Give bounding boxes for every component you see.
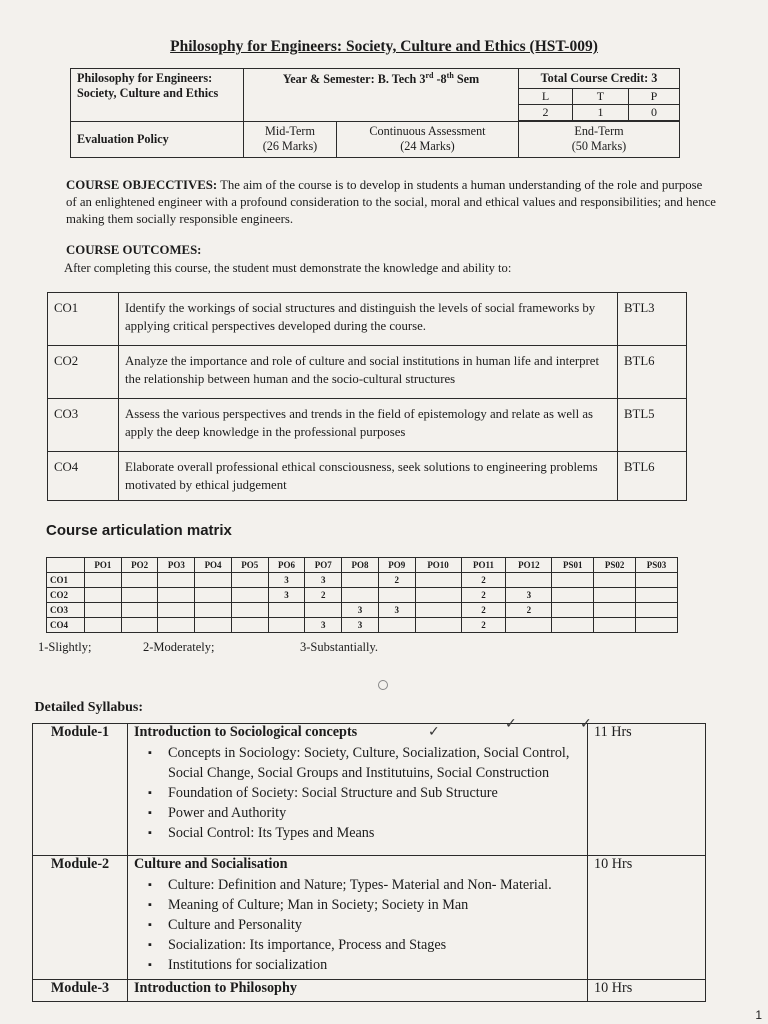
matrix-column-header: PO7 bbox=[305, 558, 342, 573]
ltp-label: P bbox=[628, 89, 679, 105]
matrix-cell bbox=[231, 573, 268, 588]
matrix-column-header: PS03 bbox=[636, 558, 678, 573]
continuous-assessment-cell bbox=[337, 122, 519, 158]
mid-term-label: Mid-Term bbox=[265, 124, 315, 138]
matrix-cell bbox=[636, 603, 678, 618]
legend-slightly: 1-Slightly; bbox=[38, 640, 92, 654]
ltp-value: 1 bbox=[573, 105, 629, 121]
matrix-row bbox=[47, 618, 678, 633]
legend-substantially: 3-Substantially. bbox=[300, 640, 379, 654]
matrix-row bbox=[47, 603, 678, 618]
matrix-column-header: PS01 bbox=[552, 558, 594, 573]
course-name-cell: Philosophy for Engineers: Society, Culture and Ethics bbox=[71, 69, 244, 122]
page-title: Philosophy for Engineers: Society, Culture and Ethics (HST-009) bbox=[170, 38, 598, 55]
matrix-column-header: PO2 bbox=[121, 558, 158, 573]
course-outcomes-table bbox=[47, 292, 687, 501]
module-name: Module-1 bbox=[33, 723, 128, 855]
course-info-table bbox=[70, 68, 680, 158]
end-term-marks: (50 Marks) bbox=[571, 139, 627, 153]
module-hours: 10 Hrs bbox=[588, 979, 706, 1001]
matrix-cell bbox=[85, 603, 122, 618]
matrix-row-label: CO3 bbox=[47, 603, 85, 618]
module-topics bbox=[134, 743, 581, 843]
matrix-column-header: PO1 bbox=[85, 558, 122, 573]
syllabus-heading-row bbox=[33, 700, 706, 723]
matrix-column-header: PO8 bbox=[342, 558, 379, 573]
matrix-title: Course articulation matrix bbox=[46, 522, 232, 539]
legend-moderately: 2-Moderately; bbox=[143, 640, 215, 654]
co-text: Assess the various perspectives and trends in the field of epistemology and relate as well as apply the deep knowledge in the professional purposes bbox=[119, 399, 618, 452]
continuous-assessment-label: Continuous Assessment bbox=[369, 124, 486, 138]
continuous-assessment-marks: (24 Marks) bbox=[400, 139, 455, 153]
matrix-cell bbox=[594, 618, 636, 633]
matrix-column-header: PO3 bbox=[158, 558, 195, 573]
module-title: Culture and Socialisation bbox=[134, 855, 288, 872]
co-btl: BTL5 bbox=[618, 399, 687, 452]
year-semester-cell: Year & Semester: B. Tech 3rd -8th Sem bbox=[244, 69, 519, 122]
table-row bbox=[48, 399, 687, 452]
matrix-cell bbox=[342, 573, 379, 588]
co-btl: BTL3 bbox=[618, 293, 687, 346]
matrix-cell bbox=[268, 603, 305, 618]
matrix-cell bbox=[552, 588, 594, 603]
matrix-column-header: PO9 bbox=[378, 558, 415, 573]
matrix-cell bbox=[636, 588, 678, 603]
table-row bbox=[33, 855, 706, 979]
matrix-cell: 3 bbox=[342, 603, 379, 618]
co-id: CO1 bbox=[48, 293, 119, 346]
matrix-cell bbox=[195, 588, 232, 603]
matrix-column-header: PS02 bbox=[594, 558, 636, 573]
matrix-row bbox=[47, 573, 678, 588]
matrix-cell: 2 bbox=[461, 618, 506, 633]
matrix-cell: 2 bbox=[506, 603, 552, 618]
matrix-cell: 3 bbox=[305, 573, 342, 588]
list-item: ▪ Culture and Personality bbox=[168, 915, 581, 935]
matrix-column-header: PO4 bbox=[195, 558, 232, 573]
outcomes-heading: COURSE OUTCOMES: bbox=[66, 243, 202, 257]
matrix-cell bbox=[378, 618, 415, 633]
matrix-cell bbox=[415, 588, 461, 603]
matrix-cell bbox=[636, 618, 678, 633]
matrix-cell bbox=[231, 588, 268, 603]
module-content bbox=[128, 723, 588, 855]
module-title: Introduction to Philosophy bbox=[128, 979, 588, 1001]
matrix-cell bbox=[552, 573, 594, 588]
ltp-label: L bbox=[519, 89, 573, 105]
module-hours: 10 Hrs bbox=[588, 855, 706, 979]
circle-mark bbox=[378, 680, 388, 690]
matrix-cell bbox=[415, 573, 461, 588]
matrix-cell: 3 bbox=[305, 618, 342, 633]
matrix-cell: 3 bbox=[268, 588, 305, 603]
module-topics bbox=[134, 875, 581, 975]
matrix-column-header: PO6 bbox=[268, 558, 305, 573]
ltp-table bbox=[519, 88, 679, 121]
matrix-column-header: PO10 bbox=[415, 558, 461, 573]
matrix-cell bbox=[594, 588, 636, 603]
matrix-cell: 2 bbox=[305, 588, 342, 603]
mid-term-marks: (26 Marks) bbox=[262, 139, 318, 153]
matrix-cell bbox=[552, 618, 594, 633]
matrix-cell bbox=[85, 573, 122, 588]
matrix-cell bbox=[195, 618, 232, 633]
matrix-cell bbox=[342, 588, 379, 603]
matrix-cell bbox=[85, 618, 122, 633]
list-item: ▪ Meaning of Culture; Man in Society; Society in Man bbox=[168, 895, 581, 915]
matrix-corner-cell bbox=[47, 558, 85, 573]
matrix-cell bbox=[121, 573, 158, 588]
matrix-cell bbox=[158, 603, 195, 618]
matrix-cell: 3 bbox=[378, 603, 415, 618]
list-item: ▪ Foundation of Society: Social Structure and Sub Structure bbox=[168, 783, 581, 803]
matrix-cell: 2 bbox=[461, 573, 506, 588]
co-id: CO3 bbox=[48, 399, 119, 452]
matrix-cell bbox=[506, 573, 552, 588]
matrix-cell bbox=[231, 603, 268, 618]
check-mark-icon: ✓ bbox=[505, 716, 517, 732]
matrix-cell: 3 bbox=[506, 588, 552, 603]
syllabus-table bbox=[32, 700, 706, 1002]
list-item: ▪ Social Control: Its Types and Means bbox=[168, 823, 581, 843]
matrix-cell bbox=[195, 603, 232, 618]
ltp-label: T bbox=[573, 89, 629, 105]
matrix-column-header: PO12 bbox=[506, 558, 552, 573]
module-title: Introduction to Sociological concepts bbox=[134, 723, 358, 740]
table-row bbox=[48, 293, 687, 346]
matrix-cell bbox=[506, 618, 552, 633]
evaluation-policy-label: Evaluation Policy bbox=[71, 122, 244, 158]
matrix-header-row bbox=[47, 558, 678, 573]
module-name: Module-2 bbox=[33, 855, 128, 979]
co-btl: BTL6 bbox=[618, 452, 687, 501]
matrix-cell bbox=[594, 603, 636, 618]
outcomes-intro: After completing this course, the student must demonstrate the knowledge and ability to: bbox=[64, 261, 512, 275]
matrix-cell bbox=[158, 618, 195, 633]
matrix-cell bbox=[636, 573, 678, 588]
co-text: Elaborate overall professional ethical consciousness, seek solutions to engineering problems motivated by ethical judgement bbox=[119, 452, 618, 501]
check-mark-icon: ✓ bbox=[428, 724, 440, 740]
matrix-cell bbox=[305, 603, 342, 618]
matrix-cell bbox=[415, 603, 461, 618]
matrix-cell: 2 bbox=[378, 573, 415, 588]
matrix-cell bbox=[158, 573, 195, 588]
table-row bbox=[48, 452, 687, 501]
matrix-row-label: CO2 bbox=[47, 588, 85, 603]
mid-term-cell bbox=[244, 122, 337, 158]
check-mark-icon: ✓ bbox=[580, 716, 592, 732]
matrix-cell bbox=[121, 618, 158, 633]
list-item: ▪ Power and Authority bbox=[168, 803, 581, 823]
table-row bbox=[48, 346, 687, 399]
list-item: ▪ Culture: Definition and Nature; Types- Material and Non- Material. bbox=[168, 875, 581, 895]
matrix-column-header: PO5 bbox=[231, 558, 268, 573]
list-item: ▪ Socialization: Its importance, Process and Stages bbox=[168, 935, 581, 955]
objectives-text: The aim of the course is to develop in students a human understanding of the role and purpose of an enlightened engineer with a profound consideration to the social, moral and ethical values and responsibilities; and hence making them socially responsible engineers. bbox=[66, 178, 716, 226]
objectives-label: COURSE OBJECCTIVES: bbox=[66, 178, 218, 192]
matrix-column-header: PO11 bbox=[461, 558, 506, 573]
co-id: CO2 bbox=[48, 346, 119, 399]
co-text: Analyze the importance and role of culture and social institutions in human life and interpret the relationship between human and the socio-cultural structures bbox=[119, 346, 618, 399]
syllabus-heading: Detailed Syllabus: bbox=[34, 700, 144, 715]
matrix-cell bbox=[121, 603, 158, 618]
co-btl: BTL6 bbox=[618, 346, 687, 399]
list-item: ▪ Institutions for socialization bbox=[168, 955, 581, 975]
matrix-cell bbox=[231, 618, 268, 633]
course-objectives bbox=[66, 177, 716, 228]
matrix-cell: 2 bbox=[461, 603, 506, 618]
matrix-cell bbox=[158, 588, 195, 603]
ltp-value: 2 bbox=[519, 105, 573, 121]
matrix-cell: 2 bbox=[461, 588, 506, 603]
end-term-cell bbox=[519, 122, 680, 158]
matrix-cell bbox=[85, 588, 122, 603]
matrix-row-label: CO1 bbox=[47, 573, 85, 588]
module-name: Module-3 bbox=[33, 979, 128, 1001]
matrix-cell bbox=[121, 588, 158, 603]
total-credit: Total Course Credit: 3 bbox=[540, 71, 658, 85]
matrix-cell bbox=[268, 618, 305, 633]
matrix-row-label: CO4 bbox=[47, 618, 85, 633]
table-row bbox=[33, 723, 706, 855]
matrix-cell: 3 bbox=[268, 573, 305, 588]
list-item: ▪ Concepts in Sociology: Society, Culture, Socialization, Social Control, Social Change, Social Groups and Institutuins, Social Construction bbox=[168, 743, 581, 783]
co-text: Identify the workings of social structures and distinguish the levels of social frameworks by applying critical perspectives developed during the course. bbox=[119, 293, 618, 346]
matrix-row bbox=[47, 588, 678, 603]
articulation-matrix bbox=[46, 557, 678, 633]
module-hours: 11 Hrs bbox=[588, 723, 706, 855]
matrix-cell bbox=[594, 573, 636, 588]
matrix-cell bbox=[552, 603, 594, 618]
table-row bbox=[33, 979, 706, 1001]
matrix-cell: 3 bbox=[342, 618, 379, 633]
ltp-value: 0 bbox=[628, 105, 679, 121]
co-id: CO4 bbox=[48, 452, 119, 501]
matrix-cell bbox=[195, 573, 232, 588]
matrix-cell bbox=[378, 588, 415, 603]
end-term-label: End-Term bbox=[574, 124, 624, 138]
page-number: 1 bbox=[755, 1008, 762, 1022]
matrix-cell bbox=[415, 618, 461, 633]
credit-cell bbox=[519, 69, 680, 122]
module-content bbox=[128, 855, 588, 979]
